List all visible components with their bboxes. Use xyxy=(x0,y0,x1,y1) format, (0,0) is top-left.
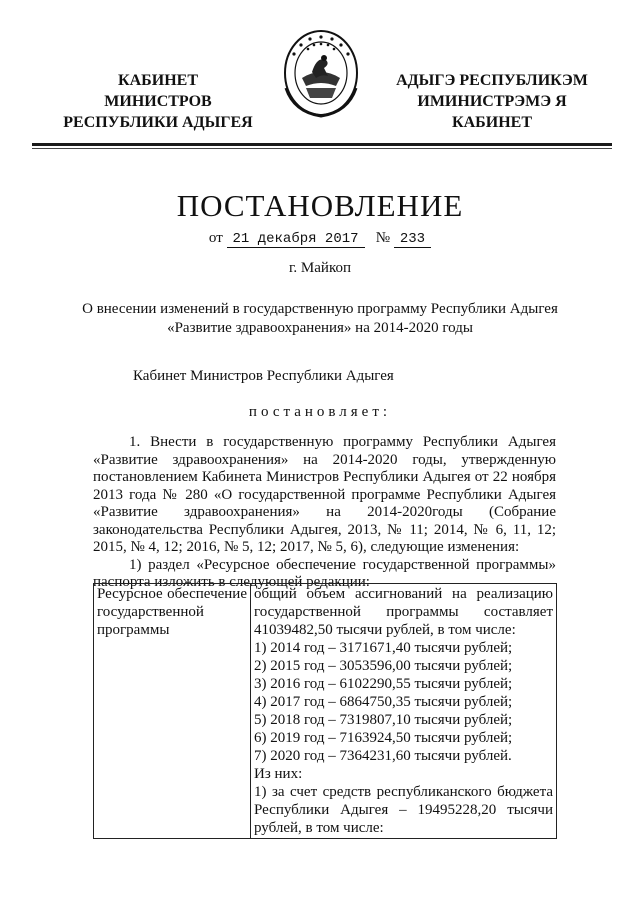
resources-table xyxy=(93,583,557,839)
issuer-left-line1: КАБИНЕТ МИНИСТРОВ xyxy=(104,72,212,110)
paragraph-1: 1. Внести в государственную программу Республики Адыгея «Развитие здравоохранения» на 2014-2020 годы, утвержденную постановлением Кабинета Министров Республики Адыгея от 22 ноября 2013 года № 280 «О государственной программе Республики Адыгея «Развитие здравоохранения» на 2014-2020годы (Собрание законодательства Республики Адыгея, 2013, № 11; 2014, № 6, 11, 12; 2015, № 4, 12; 2016, № 5, 12; 2017, № 5, 6), следующие изменения: xyxy=(93,434,556,555)
resources-value-cell xyxy=(251,584,557,839)
of-them: Из них: xyxy=(254,766,303,782)
year-line: 1) 2014 год – 3171671,40 тысячи рублей; xyxy=(254,640,513,656)
document-number: 233 xyxy=(394,231,431,248)
issuer-left-line2: РЕСПУБЛИКИ АДЫГЕЯ xyxy=(63,114,253,131)
issuer-right-line1: АДЫГЭ РЕСПУБЛИКЭМ xyxy=(396,72,588,89)
document-date: 21 декабря 2017 xyxy=(227,231,365,248)
issuer-right-line2: ИМИНИСТРЭМЭ Я КАБИНЕТ xyxy=(417,93,567,131)
city: г. Майкоп xyxy=(288,260,352,276)
resources-label-cell: Ресурсное обеспечение государственной программы xyxy=(94,584,251,839)
number-sign: № xyxy=(375,230,391,246)
table-row xyxy=(94,584,557,839)
date-prefix: от xyxy=(208,230,223,246)
year-line: 3) 2016 год – 6102290,55 тысячи рублей; xyxy=(254,676,513,692)
document-title: ПОСТАНОВЛЕНИЕ xyxy=(176,188,464,223)
year-line: 6) 2019 год – 7163924,50 тысячи рублей; xyxy=(254,730,513,746)
document-body xyxy=(93,434,556,592)
date-line xyxy=(0,230,640,248)
issuer-left xyxy=(63,70,253,133)
resolves-line: постановляет: xyxy=(248,404,392,420)
year-line: 7) 2020 год – 7364231,60 тысячи рублей. xyxy=(254,748,512,764)
header-rule-thick xyxy=(32,143,612,146)
document-subject xyxy=(60,300,580,338)
republic-adygea-coat-of-arms-icon xyxy=(282,28,360,118)
subject-line1: О внесении изменений в государственную программу Республики Адыгея xyxy=(82,301,558,317)
resources-intro: общий объем ассигнований на реализацию государственной программы составляет 41039482,50 тысячи рублей, в том числе: xyxy=(254,586,553,638)
cabinet-line: Кабинет Министров Республики Адыгея xyxy=(133,368,394,384)
header-rule-thin xyxy=(32,148,612,149)
year-line: 5) 2018 год – 7319807,10 тысячи рублей; xyxy=(254,712,513,728)
budget-line: 1) за счет средств республиканского бюджета Республики Адыгея – 19495228,20 тысячи рублей, в том числе: xyxy=(254,784,553,836)
year-line: 4) 2017 год – 6864750,35 тысячи рублей; xyxy=(254,694,513,710)
issuer-right xyxy=(382,70,602,133)
year-line: 2) 2015 год – 3053596,00 тысячи рублей; xyxy=(254,658,513,674)
subject-line2: «Развитие здравоохранения» на 2014-2020 годы xyxy=(167,320,473,336)
paragraph-2: 1) раздел «Ресурсное обеспечение государственной программы» паспорта изложить в следующей редакции: xyxy=(93,556,556,590)
